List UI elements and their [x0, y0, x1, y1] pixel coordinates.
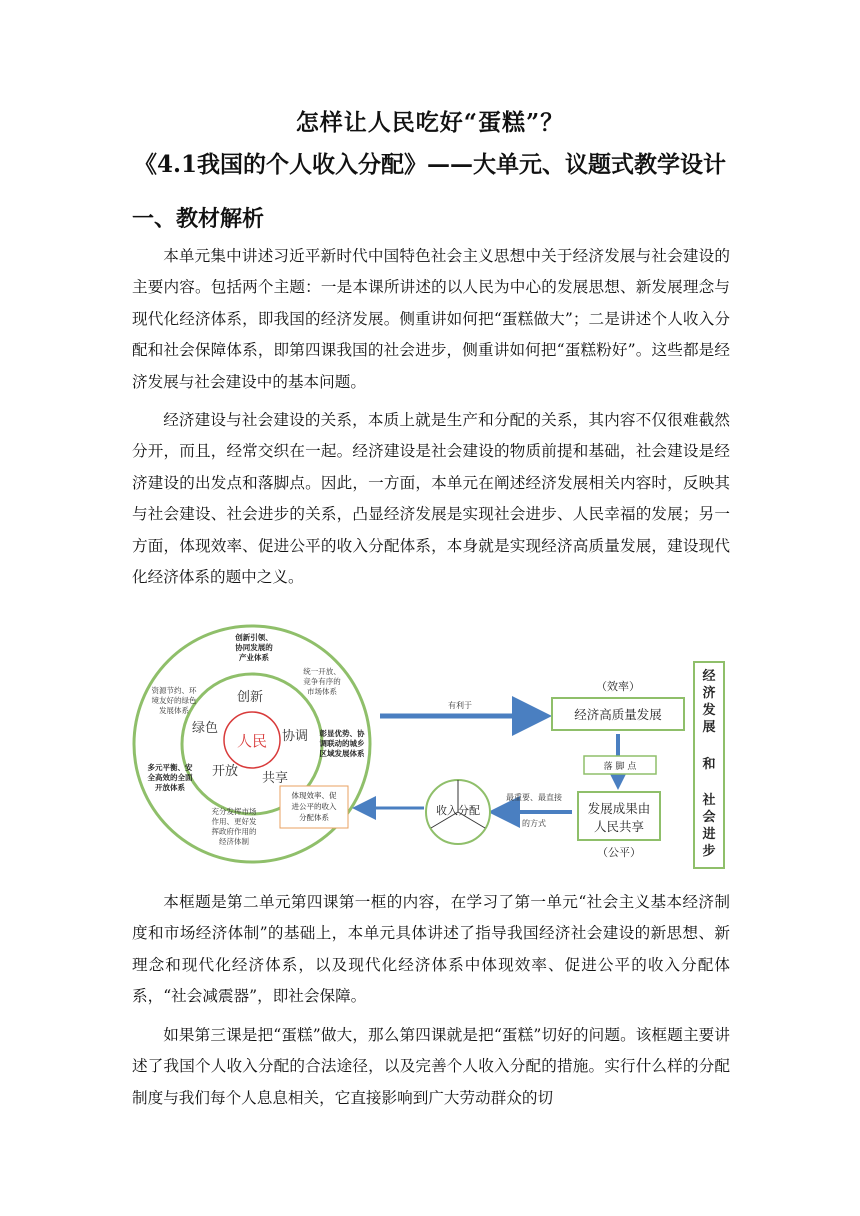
distribution-label: 收入分配 [436, 804, 480, 817]
paragraph-1: 本单元集中讲述习近平新时代中国特色社会主义思想中关于经济发展与社会建设的主要内容。包括两个主题：一是本课所讲述的以人民为中心的发展思想、新发展理念与现代化经济体系，即我国的经济发展。侧重讲如何把“蛋糕做大”；二是讲述个人收入分配和社会保障体系，即第四课我国的社会进步，侧重讲如何把“蛋糕粉好”。这些都是经济发展与社会建设中的基本问题。 [132, 247, 730, 391]
way-line-2: 的方式 [522, 819, 546, 828]
outer-br-line-3: 分配体系 [299, 813, 329, 822]
efficiency-label: （效率） [596, 680, 640, 693]
framework-diagram [132, 616, 732, 872]
center-label: 人民 [236, 732, 268, 750]
document-title: 怎样让人民吃好“蛋糕”？ [295, 109, 565, 136]
vertical-char-10: 进 [702, 827, 716, 842]
outer-br-line-1: 体现效率、促 [291, 791, 337, 800]
inner-label-sharing: 共享 [261, 771, 289, 786]
vertical-char-4: 展 [702, 720, 716, 735]
outer-br-line-2: 进公平的收入 [291, 802, 337, 811]
outer-left-top-line-3: 发展体系 [159, 706, 189, 715]
outer-right-line-2: 调联动的城乡 [319, 739, 365, 748]
section-heading: 一、教材解析 [132, 207, 265, 232]
shared-line-1: 发展成果由 [587, 801, 651, 816]
vertical-char-2: 济 [702, 686, 716, 701]
document-subtitle: 《4.1我国的个人收入分配》——大单元、议题式教学设计 [133, 151, 726, 178]
outer-bottom-line-2: 作用、更好发 [211, 817, 257, 826]
way-line-1: 最重要、最直接 [506, 793, 562, 802]
outer-bottom-line-4: 经济体制 [219, 837, 249, 846]
inner-label-green: 绿色 [191, 721, 219, 736]
inner-label-coordination: 协调 [281, 729, 309, 744]
vertical-char-9: 会 [702, 810, 716, 825]
outer-top-line-2: 协同发展的 [235, 643, 273, 652]
vertical-char-3: 发 [702, 703, 716, 718]
outer-left-bottom-line-1: 多元平衡、安 [147, 763, 193, 772]
outer-bottom-line-3: 挥政府作用的 [211, 827, 257, 836]
paragraph-3: 本框题是第二单元第四课第一框的内容，在学习了第一单元“社会主义基本经济制度和市场经济体制”的基础上，本单元具体讲述了指导我国经济社会建设的新思想、新理念和现代化经济体系，以及现代化经济体系中体现效率、促进公平的收入分配体系，“社会减震器”，即社会保障。 [132, 893, 730, 1006]
high-quality-label: 经济高质量发展 [574, 707, 662, 722]
outer-right-line-1: 彰显优势、协 [319, 729, 365, 738]
outer-left-top-line-2: 境友好的绿色 [151, 696, 197, 705]
paragraph-4: 如果第三课是把“蛋糕”做大，那么第四课就是把“蛋糕”切好的问题。该框题主要讲述了我国个人收入分配的合法途径，以及完善个人收入分配的措施。实行什么样的分配制度与我们每个人息息相关，它直接影响到广大劳动群众的切 [132, 1026, 730, 1107]
vertical-char-8: 社 [702, 793, 716, 808]
shared-line-2: 人民共享 [593, 819, 645, 834]
outer-left-top-line-1: 资源节约、环 [151, 686, 197, 695]
foothold-label: 落 脚 点 [603, 762, 637, 772]
outer-tr-line-2: 竞争有序的 [303, 677, 341, 686]
vertical-char-6: 和 [702, 757, 716, 772]
outer-tr-line-3: 市场体系 [307, 687, 337, 696]
outer-tr-line-1: 统一开放、 [303, 667, 341, 676]
outer-right-line-3: 区域发展体系 [319, 749, 365, 758]
outer-left-bottom-line-2: 全高效的全面 [147, 773, 193, 782]
fairness-label: （公平） [597, 846, 641, 859]
arrow-beneficial-label: 有利于 [448, 701, 472, 710]
outer-top-line-1: 创新引领、 [235, 633, 273, 642]
vertical-char-1: 经 [702, 669, 716, 684]
outer-bottom-line-1: 充分发挥市场 [211, 807, 257, 816]
outer-left-bottom-line-3: 开放体系 [155, 783, 185, 792]
inner-label-innovation: 创新 [236, 690, 264, 705]
inner-label-opening: 开放 [211, 764, 239, 779]
outer-top-line-3: 产业体系 [239, 653, 269, 662]
vertical-char-11: 步 [702, 844, 716, 859]
paragraph-2: 经济建设与社会建设的关系，本质上就是生产和分配的关系，其内容不仅很难截然分开，而且，经常交织在一起。经济建设是社会建设的物质前提和基础，社会建设是经济建设的出发点和落脚点。因此，一方面，本单元在阐述经济发展相关内容时，反映其与社会建设、社会进步的关系，凸显经济发展是实现社会进步、人民幸福的发展；另一方面，体现效率、促进公平的收入分配体系，本身就是实现经济高质量发展，建设现代化经济体系的题中之义。 [132, 411, 730, 587]
